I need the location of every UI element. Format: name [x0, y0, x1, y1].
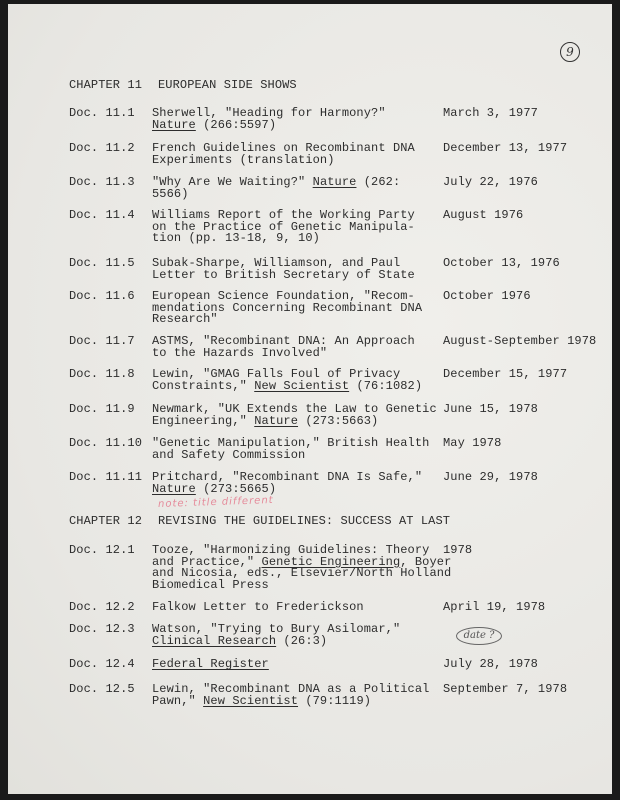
doc-title-line — [152, 267, 415, 282]
doc-number: Doc. 12.5 — [69, 682, 135, 696]
publication-name: Nature — [312, 175, 357, 189]
doc-title-line — [152, 117, 277, 132]
doc-title-text: European Science Foundation, "Recom- — [152, 289, 415, 303]
publication-name: Clinical Research — [152, 633, 277, 648]
handwritten-page-number: 9 — [560, 42, 580, 62]
doc-title-text: "Why Are We Waiting?" — [152, 175, 313, 189]
doc-title-text: Williams Report of the Working Party — [152, 208, 415, 222]
doc-number: Doc. 12.4 — [69, 657, 135, 671]
doc-date: October 13, 1976 — [443, 256, 560, 270]
doc-title-text: and Nicosia, eds., Elsevier/North Holland — [152, 566, 452, 580]
publication-name: Federal Register — [152, 657, 269, 671]
doc-title-line — [152, 447, 306, 462]
doc-title-text: (76:1082) — [349, 378, 423, 393]
doc-date: June 29, 1978 — [443, 470, 538, 484]
handwritten-note: note: title different — [157, 494, 274, 511]
doc-title-text: Falkow Letter to Frederickson — [152, 600, 364, 614]
doc-title-text: Tooze, "Harmonizing Guidelines: Theory — [152, 543, 430, 557]
doc-date: October 1976 — [443, 289, 531, 303]
doc-title-text: Biomedical Press — [152, 577, 269, 592]
doc-date: August 1976 — [443, 208, 524, 222]
doc-title-text: (262: — [356, 175, 401, 189]
doc-number: Doc. 11.6 — [69, 289, 135, 303]
doc-title-line — [152, 345, 328, 360]
doc-title-line — [152, 152, 335, 167]
doc-title-text: Letter to British Secretary of State — [152, 267, 415, 282]
doc-title-line — [152, 602, 364, 614]
doc-number: Doc. 12.3 — [69, 622, 135, 636]
doc-title-text: Constraints," — [152, 378, 255, 393]
doc-title-line — [152, 481, 277, 496]
doc-title-text: Pawn," — [152, 693, 204, 708]
doc-title-line — [152, 693, 372, 708]
doc-title-text: (79:1119) — [298, 693, 372, 708]
doc-title-text: Watson, "Trying to Bury Asilomar," — [152, 622, 401, 636]
doc-title-text: (266:5597) — [195, 117, 277, 132]
doc-date: March 3, 1977 — [443, 106, 538, 120]
doc-date: July 22, 1976 — [443, 175, 538, 189]
publication-name: Nature — [152, 117, 196, 132]
handwritten-date-query: date ? — [456, 627, 502, 645]
chapter-label: CHAPTER 12 — [69, 514, 143, 528]
doc-number: Doc. 12.1 — [69, 543, 135, 557]
doc-title-text: Lewin, "GMAG Falls Foul of Privacy — [152, 367, 401, 381]
publication-name: Genetic Engineering — [261, 554, 401, 569]
doc-title-text: Sherwell, "Heading for Harmony?" — [152, 106, 386, 120]
doc-title-text: (26:3) — [276, 633, 328, 648]
doc-title-line — [152, 659, 269, 671]
doc-number: Doc. 11.11 — [69, 470, 143, 484]
doc-date: December 13, 1977 — [443, 141, 568, 155]
doc-title-line — [152, 633, 328, 648]
doc-title-line — [152, 233, 320, 245]
doc-date: September 7, 1978 — [443, 682, 568, 696]
document-page — [8, 4, 612, 794]
doc-title-text: Experiments (translation) — [152, 152, 335, 167]
doc-title-text: Engineering," — [152, 413, 255, 428]
doc-title-line — [152, 186, 189, 201]
chapter-label: CHAPTER 11 — [69, 78, 143, 92]
doc-title-text: mendations Concerning Recombinant DNA — [152, 300, 423, 315]
doc-date: July 28, 1978 — [443, 657, 538, 671]
doc-title-text: Lewin, "Recombinant DNA as a Political — [152, 682, 430, 696]
doc-title-text: (273:5663) — [298, 413, 379, 428]
doc-title-text: to the Hazards Involved" — [152, 345, 328, 360]
doc-date: May 1978 — [443, 436, 502, 450]
doc-number: Doc. 11.4 — [69, 208, 135, 222]
doc-title-text: French Guidelines on Recombinant DNA — [152, 141, 415, 155]
doc-title-text: 5566) — [152, 186, 189, 201]
doc-title-text: and Practice," — [152, 554, 262, 569]
doc-title-line — [152, 314, 218, 326]
chapter-title: EUROPEAN SIDE SHOWS — [158, 78, 297, 92]
publication-name: Nature — [254, 413, 299, 428]
doc-date: August-September 1978 — [443, 334, 597, 348]
doc-title-text: ASTMS, "Recombinant DNA: An Approach — [152, 334, 415, 348]
doc-number: Doc. 11.7 — [69, 334, 135, 348]
doc-title-text: Newmark, "UK Extends the Law to Genetic — [152, 402, 437, 416]
doc-number: Doc. 11.3 — [69, 175, 135, 189]
publication-name: New Scientist — [203, 693, 299, 708]
doc-date: 1978 — [443, 543, 473, 557]
doc-number: Doc. 11.1 — [69, 106, 135, 120]
doc-number: Doc. 11.9 — [69, 402, 135, 416]
doc-number: Doc. 12.2 — [69, 600, 135, 614]
doc-title-text: Subak-Sharpe, Williamson, and Paul — [152, 256, 401, 270]
doc-title-text: Research" — [152, 312, 218, 326]
doc-title-text: tion (pp. 13-18, 9, 10) — [152, 231, 320, 245]
doc-title-line — [152, 413, 379, 428]
doc-title-text: and Safety Commission — [152, 447, 306, 462]
chapter-title: REVISING THE GUIDELINES: SUCCESS AT LAST — [158, 514, 451, 528]
doc-title-text: , Boyer — [400, 554, 452, 569]
doc-title-text: (273:5665) — [195, 481, 277, 496]
doc-title-text: on the Practice of Genetic Manipula- — [152, 219, 415, 234]
doc-date: June 15, 1978 — [443, 402, 538, 416]
publication-name: Nature — [152, 481, 196, 496]
publication-name: New Scientist — [254, 378, 350, 393]
doc-date: April 19, 1978 — [443, 600, 546, 614]
doc-date: December 15, 1977 — [443, 367, 568, 381]
doc-number: Doc. 11.5 — [69, 256, 135, 270]
doc-number: Doc. 11.10 — [69, 436, 143, 450]
doc-number: Doc. 11.2 — [69, 141, 135, 155]
doc-title-line — [152, 177, 400, 189]
doc-title-line — [152, 577, 269, 592]
doc-number: Doc. 11.8 — [69, 367, 135, 381]
doc-title-text: "Genetic Manipulation," British Health — [152, 436, 430, 450]
doc-title-text: Pritchard, "Recombinant DNA Is Safe," — [152, 470, 423, 484]
doc-title-line — [152, 378, 423, 393]
